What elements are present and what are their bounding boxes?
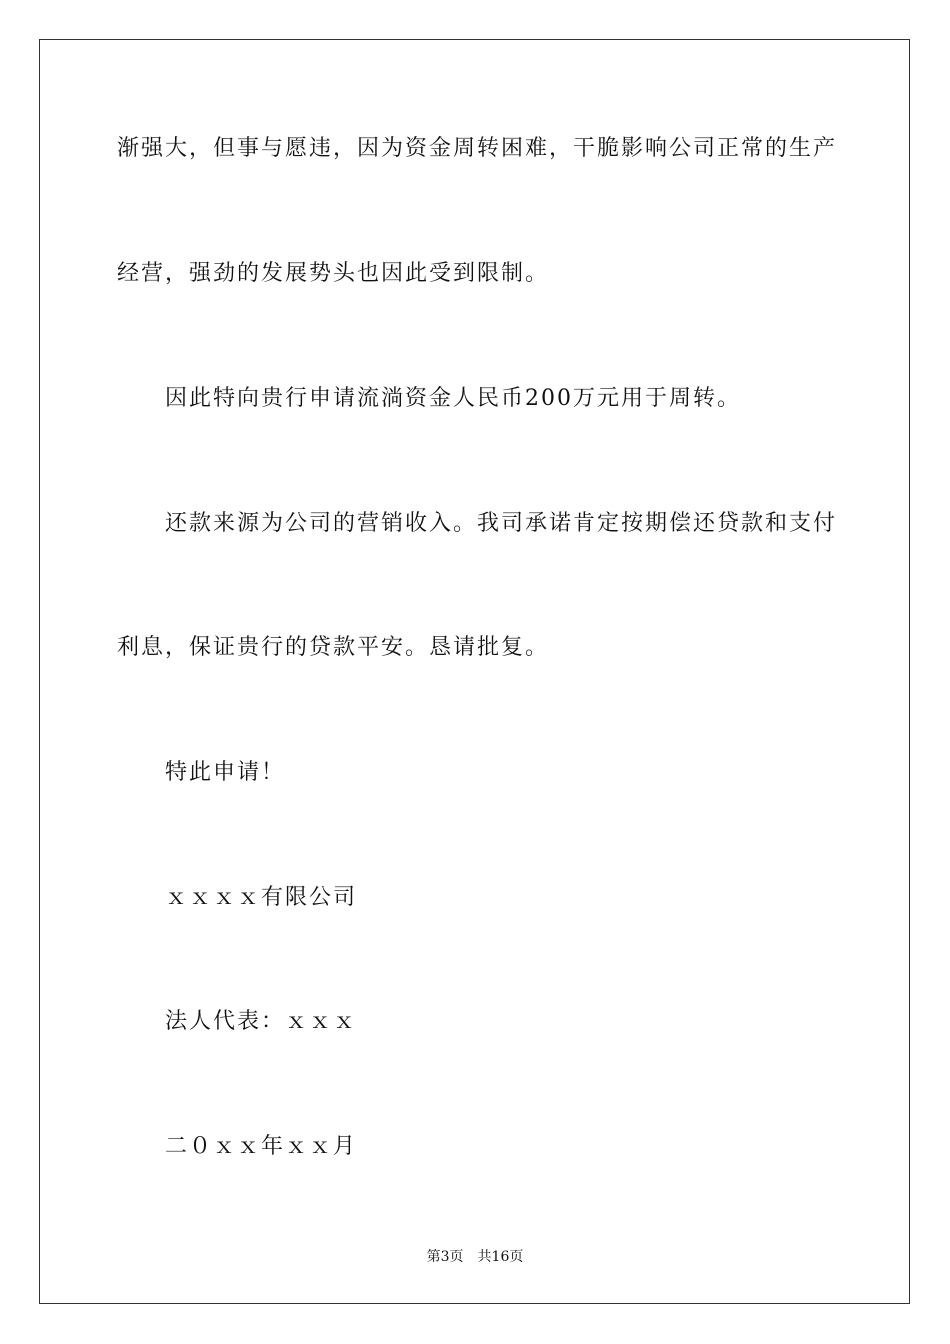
body-line-2: 经营，强劲的发展势头也因此受到限制。 xyxy=(117,261,550,286)
date-line: 二０ｘｘ年ｘｘ月 xyxy=(165,1134,358,1159)
company-name: ｘｘｘｘ有限公司 xyxy=(165,885,358,910)
page-footer xyxy=(0,1247,950,1267)
page-total: 共16页 xyxy=(477,1249,524,1265)
page-number: 第3页 xyxy=(426,1249,464,1265)
legal-representative: 法人代表：ｘｘｘ xyxy=(165,1009,358,1034)
body-paragraph-request: 因此特向贵行申请流淌资金人民币200万元用于周转。 xyxy=(165,386,741,411)
body-paragraph-repayment: 还款来源为公司的营销收入。我司承诺肯定按期偿还贷款和支付 xyxy=(165,511,838,536)
closing-phrase: 特此申请！ xyxy=(165,760,286,785)
body-line-continuation: 利息，保证贵行的贷款平安。恳请批复。 xyxy=(117,635,550,660)
page-border xyxy=(39,39,910,1304)
body-line-1: 渐强大，但事与愿违，因为资金周转困难，干脆影响公司正常的生产 xyxy=(117,136,838,161)
